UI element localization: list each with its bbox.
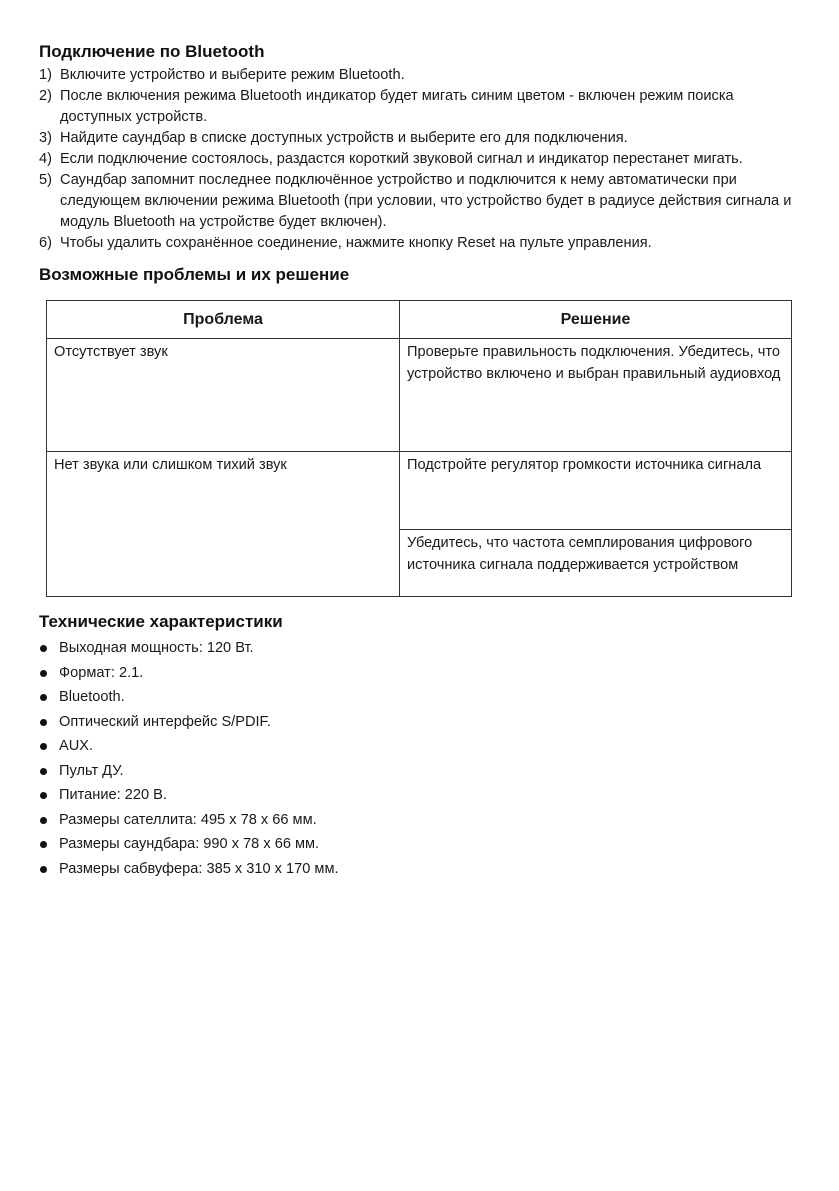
bullet-icon [40,768,47,775]
list-item: Формат: 2.1. [39,661,339,686]
list-item: Выходная мощность: 120 Вт. [39,636,339,661]
solution-cell: Убедитесь, что частота семплирования цифрового источника сигнала поддерживается устройством [400,530,792,597]
bullet-icon [40,719,47,726]
step-text: Найдите саундбар в списке доступных устройств и выберите его для подключения. [60,130,628,146]
list-item: 2) После включения режима Bluetooth индикатор будет мигать синим цветом - включен режим поиска доступных устройств. [39,88,734,125]
column-header-solution: Решение [400,301,792,339]
troubleshooting-section-title: Возможные проблемы и их решение [39,265,350,284]
bluetooth-steps-list [39,65,799,254]
list-item: Размеры саундбара: 990 x 78 x 66 мм. [39,832,339,857]
bullet-icon [40,670,47,677]
list-item: 4) Если подключение состоялось, раздастся короткий звуковой сигнал и индикатор перестанет мигать. [39,151,743,167]
solution-cell: Проверьте правильность подключения. Убедитесь, что устройство включено и выбран правильный аудиовход [400,339,792,452]
step-text: Чтобы удалить сохранённое соединение, нажмите кнопку Reset на пульте управления. [60,235,652,251]
table-row [47,339,792,452]
bullet-icon [40,792,47,799]
table-row [47,452,792,530]
list-item: Оптический интерфейс S/PDIF. [39,710,339,735]
problem-cell: Отсутствует звук [47,339,400,452]
list-item: 3) Найдите саундбар в списке доступных устройств и выберите его для подключения. [39,130,628,146]
step-text: После включения режима Bluetooth индикатор будет мигать синим цветом - включен режим поиска доступных устройств. [60,88,734,125]
list-item: AUX. [39,734,339,759]
bullet-icon [40,645,47,652]
list-item: Bluetooth. [39,685,339,710]
specs-section-title: Технические характеристики [39,612,283,631]
bullet-icon [40,694,47,701]
list-item: 6) Чтобы удалить сохранённое соединение, нажмите кнопку Reset на пульте управления. [39,235,652,251]
bullet-icon [40,841,47,848]
list-item: Питание: 220 В. [39,783,339,808]
list-item: 1) Включите устройство и выберите режим Bluetooth. [39,67,405,83]
solution-cell: Подстройте регулятор громкости источника сигнала [400,452,792,530]
bullet-icon [40,866,47,873]
table-header-row [47,301,792,339]
column-header-problem: Проблема [47,301,400,339]
bullet-icon [40,817,47,824]
specs-list [39,636,339,881]
problem-cell: Нет звука или слишком тихий звук [47,452,400,597]
bluetooth-section-title: Подключение по Bluetooth [39,42,265,61]
step-text: Если подключение состоялось, раздастся короткий звуковой сигнал и индикатор перестанет мигать. [60,151,743,167]
bullet-icon [40,743,47,750]
list-item: Размеры сателлита: 495 x 78 x 66 мм. [39,808,339,833]
list-item: 5) Саундбар запомнит последнее подключённое устройство и подключится к нему автоматически при следующем включении режима Bluetooth (при условии, что устройство будет в радиусе действия сигнала и модуль Bluetooth на устройстве будет включен). [39,172,792,230]
list-item: Пульт ДУ. [39,759,339,784]
troubleshooting-table [46,300,792,597]
step-text: Включите устройство и выберите режим Bluetooth. [60,67,405,83]
list-item: Размеры сабвуфера: 385 x 310 x 170 мм. [39,857,339,882]
step-text: Саундбар запомнит последнее подключённое устройство и подключится к нему автоматически при следующем включении режима Bluetooth (при условии, что устройство будет в радиусе действия сигнала и модуль Bluetooth на устройстве будет включен). [60,172,792,230]
